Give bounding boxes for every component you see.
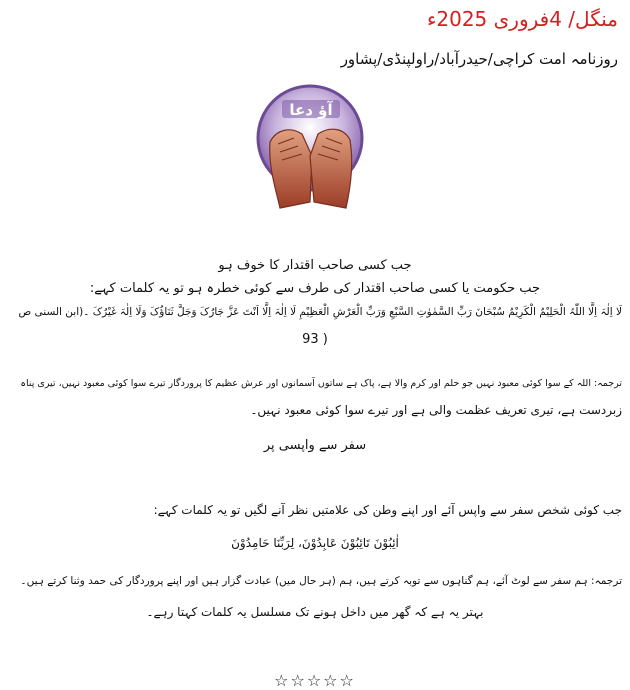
section1-heading: جب کسی صاحب اقتدار کا خوف ہو bbox=[218, 258, 412, 273]
section2-intro: جب کوئی شخص سفر سے واپس آئے اور اپنے وطن کی علامتیں نظر آنے لگیں تو یہ کلمات کہے: bbox=[153, 503, 622, 517]
section2-note: بہتر یہ ہے کہ گھر میں داخل ہونے تک مسلسل یہ کلمات کہتا رہے۔ bbox=[146, 605, 484, 619]
section1-reference: 93 ) bbox=[302, 332, 328, 347]
section1-translation-line2: زبردست ہے، تیری تعریف عظمت والی ہے اور تیرے سوا کوئی معبود نہیں۔ bbox=[250, 403, 622, 417]
section2-heading: سفر سے واپسی پر bbox=[263, 438, 367, 453]
section2-dua: اٰئِبُوْنَ تَائِبُوْنَ عَابِدُوْنَ، لِرَبِّنَا حَامِدُوْنَ bbox=[231, 536, 399, 550]
aao-dua-logo bbox=[250, 82, 374, 210]
footer-stars: ☆☆☆☆☆ bbox=[274, 671, 356, 690]
date-line: منگل/ 4فروری 2025ء bbox=[426, 7, 618, 31]
section2-translation: ترجمہ: ہم سفر سے لوٹ آئے، ہم گناہوں سے توبہ کرتے ہیں، ہم (ہر حال میں) عبادت گزار ہیں اور اپنے پروردگار کی حمد وثنا کرتے ہیں۔ bbox=[20, 575, 622, 587]
praying-hands-icon bbox=[250, 82, 374, 210]
section1-translation-line1: ترجمہ: اللہ کے سوا کوئی معبود نہیں جو حلم اور کرم والا ہے، پاک ہے ساتوں آسمانوں اور عرش عظیم کا پروردگار تیرے سوا کوئی معبود نہیں، تیری پناہ bbox=[20, 378, 622, 389]
section1-intro: جب حکومت یا کسی صاحب اقتدار کی طرف سے کوئی خطرہ ہو تو یہ کلمات کہے: bbox=[89, 281, 541, 296]
section1-dua: لَا اِلٰہَ اِلَّا اللّٰہُ الْحَلِیْمُ الْکَرِیْمُ سُبْحَانَ رَبِّ السَّمٰوٰتِ السَّبْعِ وَرَبِّ الْعَرْشِ الْعَظِیْمِ لَا اِلٰہَ اِلَّا اَنْتَ عَزَّ جَارُکَ وَجَلَّ ثَنَاؤُکَ وَلَا اِلٰہَ غَیْرُکَ ۔(ابن السنی ص bbox=[18, 306, 622, 318]
newspaper-source: روزنامہ امت کراچی/حیدرآباد/راولپنڈی/پشاور bbox=[340, 50, 618, 68]
logo-text: آؤ دعا bbox=[289, 101, 333, 119]
